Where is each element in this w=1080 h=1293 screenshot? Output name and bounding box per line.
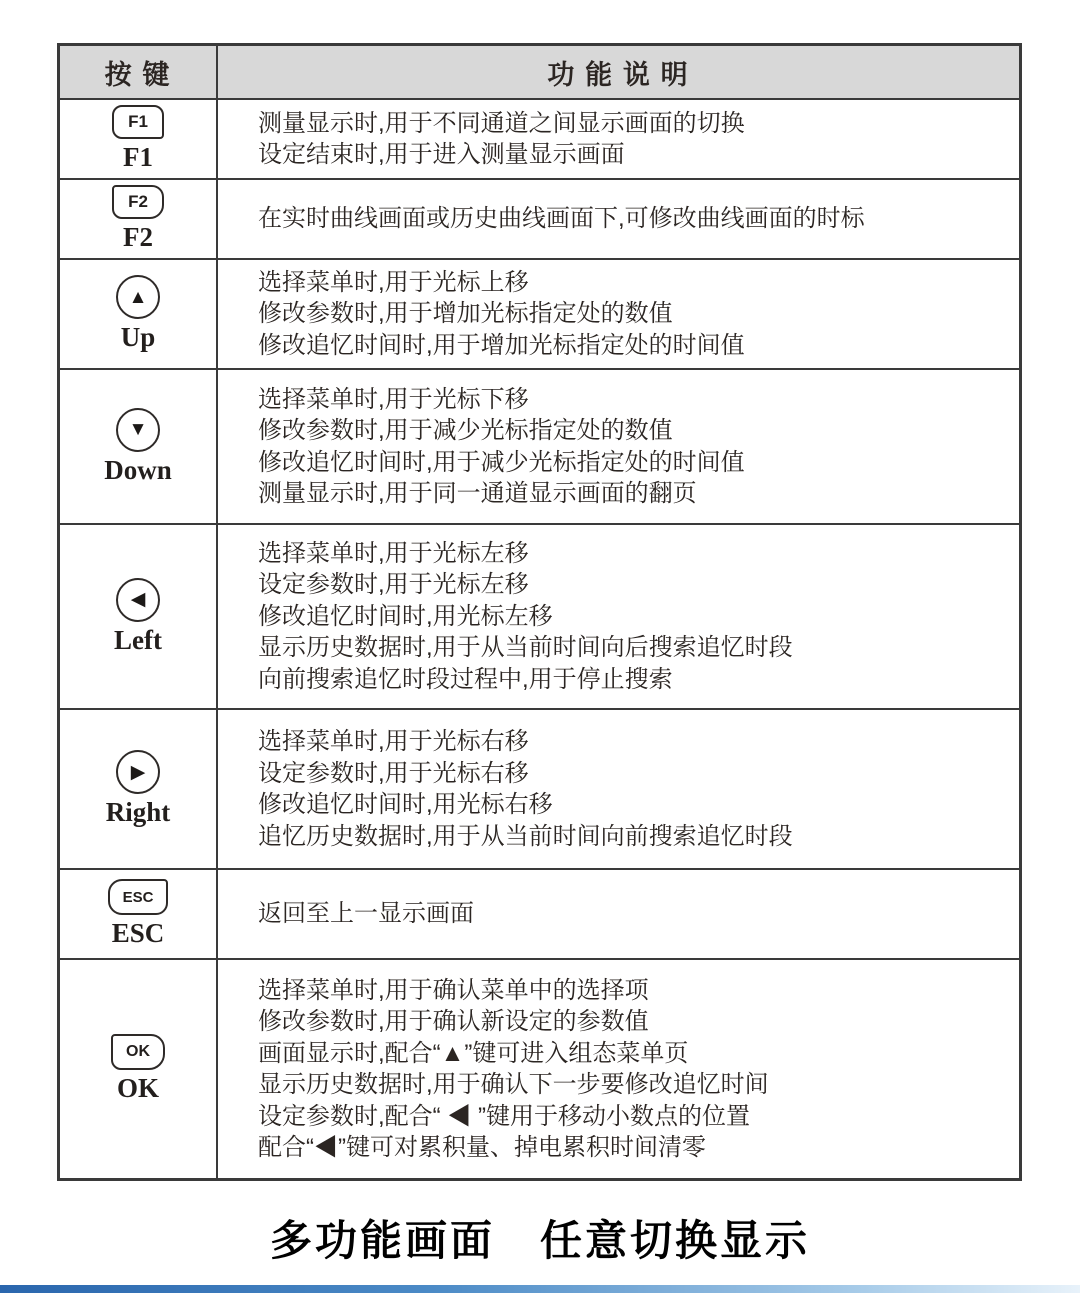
key-label-down: Down xyxy=(104,454,172,485)
table-row-f1 xyxy=(60,98,1019,178)
description-cell-down xyxy=(218,370,1019,523)
header-description-column: 功 能 说 明 xyxy=(547,59,690,90)
description-line: 修改追忆时间时,用光标右移 xyxy=(258,791,553,818)
table-row-left xyxy=(60,523,1019,708)
esc-key-cap-text: ESC xyxy=(122,888,154,906)
key-label-f2: F2 xyxy=(123,222,153,252)
description-line: 修改追忆时间时,用于减少光标指定处的时间值 xyxy=(258,448,745,476)
key-cell-left xyxy=(60,525,218,708)
description-line: 向前搜索追忆时段过程中,用于停止搜索 xyxy=(258,665,673,693)
key-label-esc: ESC xyxy=(111,918,165,948)
description-line: 选择菜单时,用于光标右移 xyxy=(258,728,529,755)
description-line: 选择菜单时,用于光标左移 xyxy=(258,539,529,567)
left-arrow-key-icon xyxy=(116,578,160,622)
table-header-row xyxy=(60,46,1019,98)
description-line: 设定参数时,用于光标左移 xyxy=(258,571,529,599)
f2-key-icon xyxy=(112,185,164,219)
esc-key-icon xyxy=(108,879,168,915)
description-line: 返回至上一显示画面 xyxy=(258,900,474,928)
description-line: 画面显示时,配合“▲”键可进入组态菜单页 xyxy=(258,1039,689,1067)
description-line: 测量显示时,用于不同通道之间显示画面的切换 xyxy=(258,109,745,137)
description-cell-ok xyxy=(218,960,1019,1178)
key-function-table xyxy=(57,43,1022,1181)
table-row-ok xyxy=(60,958,1019,1178)
description-line: 选择菜单时,用于光标上移 xyxy=(258,268,529,296)
description-cell-up xyxy=(218,260,1019,368)
ok-key-cap-text: OK xyxy=(126,1043,150,1060)
table-row-up xyxy=(60,258,1019,368)
description-line: 设定参数时,配合“ ◀ ”键用于移动小数点的位置 xyxy=(258,1102,750,1130)
description-line: 修改追忆时间时,用光标左移 xyxy=(258,602,553,630)
description-line: 修改参数时,用于减少光标指定处的数值 xyxy=(258,417,673,444)
description-cell-right xyxy=(218,710,1019,868)
ok-key-icon xyxy=(111,1034,165,1070)
description-line: 选择菜单时,用于光标下移 xyxy=(258,385,529,413)
description-line: 追忆历史数据时,用于从当前时间向前搜索追忆时段 xyxy=(258,822,793,850)
description-line: 显示历史数据时,用于确认下一步要修改追忆时间 xyxy=(258,1071,769,1098)
down-triangle-glyph: ▼ xyxy=(128,419,148,440)
key-cell-ok xyxy=(60,960,218,1178)
header-key-column: 按 键 xyxy=(60,46,218,98)
description-line: 选择菜单时,用于确认菜单中的选择项 xyxy=(258,976,649,1004)
table-row-f2 xyxy=(60,178,1019,258)
description-line: 设定参数时,用于光标右移 xyxy=(258,759,529,787)
description-line: 测量显示时,用于同一通道显示画面的翻页 xyxy=(258,480,697,507)
right-arrow-key-icon xyxy=(116,750,160,794)
description-cell-f2 xyxy=(218,180,1019,258)
description-line: 在实时曲线画面或历史曲线画面下,可修改曲线画面的时标 xyxy=(258,205,865,233)
key-cell-up xyxy=(60,260,218,368)
key-cell-f2 xyxy=(60,180,218,258)
table-row-right xyxy=(60,708,1019,868)
f1-key-icon xyxy=(112,105,164,139)
table-row-esc xyxy=(60,868,1019,958)
key-label-left: Left xyxy=(114,624,162,655)
right-triangle-glyph: ▶ xyxy=(130,761,146,783)
key-label-ok: OK xyxy=(116,1073,159,1103)
up-triangle-glyph: ▲ xyxy=(128,286,148,308)
description-line: 设定结束时,用于进入测量显示画面 xyxy=(258,141,625,168)
description-line: 修改参数时,用于确认新设定的参数值 xyxy=(258,1008,649,1035)
left-triangle-glyph: ◀ xyxy=(130,589,146,610)
description-cell-left xyxy=(218,525,1019,708)
description-line: 显示历史数据时,用于从当前时间向后搜索追忆时段 xyxy=(258,634,793,662)
key-cell-esc xyxy=(60,870,218,958)
table-row-down xyxy=(60,368,1019,523)
key-cell-f1 xyxy=(60,100,218,178)
up-arrow-key-icon xyxy=(116,275,160,319)
key-label-up: Up xyxy=(120,322,156,352)
description-line: 配合“◀”键可对累积量、掉电累积时间清零 xyxy=(258,1134,706,1161)
key-label-f1: F1 xyxy=(123,142,153,172)
key-cell-right xyxy=(60,710,218,868)
key-cell-down xyxy=(60,370,218,523)
description-cell-f1 xyxy=(218,100,1019,178)
key-label-right: Right xyxy=(105,797,171,827)
description-cell-esc xyxy=(218,870,1019,958)
f2-key-cap-text: F2 xyxy=(128,192,148,211)
description-line: 修改追忆时间时,用于增加光标指定处的时间值 xyxy=(258,331,745,359)
description-line: 修改参数时,用于增加光标指定处的数值 xyxy=(258,300,673,328)
f1-key-cap-text: F1 xyxy=(128,112,148,131)
footer-gradient-bar xyxy=(0,1285,1080,1293)
down-arrow-key-icon xyxy=(116,408,160,452)
multifunction-screen-title: 多功能画面 任意切换显示 xyxy=(269,1217,810,1264)
